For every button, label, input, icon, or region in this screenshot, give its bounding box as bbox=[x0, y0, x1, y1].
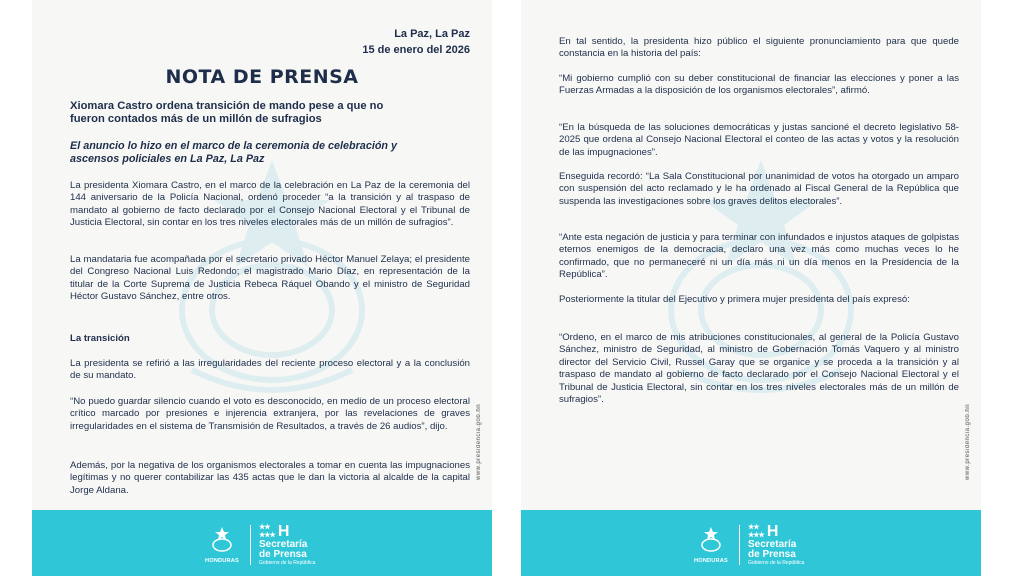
paragraph: “No puedo guardar silencio cuando el voto es desconocido, en medio de un proceso electoral crítico marcado por presiones e injerencia extranjera, por las revelaciones de graves irregularidades en el sistema de Transmisión de Resultados, a través de 26 audios”, dijo. bbox=[70, 396, 470, 432]
brand-letter: H bbox=[766, 522, 779, 540]
paragraph: “Ante esta negación de justicia y para terminar con infundados e injustos ataques de golpistas eternos enemigos de la democracia, declaro una vez más como muchas veces lo he confirmado, que no permaneceré ni un día más ni un día menos en la Presidencia de la República”. bbox=[559, 232, 959, 281]
brand-line-1: Secretaría bbox=[748, 538, 797, 550]
headline-line-1: Xiomara Castro ordena transición de mando pese a que no bbox=[70, 100, 384, 112]
paragraph: “En la búsqueda de las soluciones democráticas y justas sancioné el decreto legislativo 58-2025 que ordena al Consejo Nacional Electoral el conteo de las actas y votos y la resolución de las impugnaciones”. bbox=[559, 122, 959, 158]
paragraph: Además, por la negativa de los organismos electorales a tomar en cuenta las impugnaciones legítimas y no querer contabilizar las 435 actas que le dan la victoria al alcalde de la capital Jorge Aldana. bbox=[70, 460, 470, 496]
country-label: HONDURAS bbox=[205, 558, 239, 564]
website-url: www.presidencia.gob.hn bbox=[965, 403, 971, 480]
country-label: HONDURAS bbox=[694, 558, 728, 564]
press-release-page-1 bbox=[32, 0, 492, 576]
paragraph: “Ordeno, en el marco de mis atribuciones constitucionales, al general de la Policía Gustavo Sánchez, ministro de Seguridad, al ministro de Gobernación Tomás Vaquero y al ministro director del Servicio Civil, Russel Garay que se organice y se proceda a la transición y al traspaso de mandato al gobierno de facto declarado por el Consejo Nacional Electoral y el Tribunal de Justicia Electoral, sin contar en los tres niveles electorales más de un millón de sufragios”. bbox=[559, 332, 959, 406]
location-line: La Paz, La Paz bbox=[394, 28, 470, 40]
brand-line-3: Gobierno de la República bbox=[748, 559, 805, 566]
coat-of-arms-icon bbox=[211, 526, 233, 552]
footer-logos bbox=[691, 520, 804, 570]
date-line: 15 de enero del 2026 bbox=[362, 44, 470, 56]
footer-banner bbox=[521, 510, 981, 576]
honduras-emblem bbox=[202, 526, 242, 564]
brand-line-2: de Prensa bbox=[748, 548, 796, 560]
section-heading: La transición bbox=[70, 333, 130, 344]
subheadline bbox=[70, 140, 470, 166]
paragraph: Enseguida recordó: “La Sala Constitucional por unanimidad de votos ha otorgado un amparo con suspensión del acto reclamado y le ha ordenado al Fiscal General de la República que suspenda las investigaciones sobre los graves delitos electorales”. bbox=[559, 171, 959, 207]
divider bbox=[250, 525, 251, 565]
press-release-page-2 bbox=[521, 0, 981, 576]
secretaria-prensa-logo bbox=[748, 524, 804, 567]
honduras-emblem bbox=[691, 526, 731, 564]
subheadline-line-2: ascensos policiales en La Paz, La Paz bbox=[70, 153, 265, 165]
website-url: www.presidencia.gob.hn bbox=[476, 403, 482, 480]
paragraph: La presidenta Xiomara Castro, en el marco de la celebración en La Paz de la ceremonia del 144 aniversario de la Policía Nacional, ordenó proceder “a la transición y al traspaso de mandato al gobierno de facto declarado por el Consejo Nacional Electoral y el Tribunal de Justicia Electoral, sin contar en los tres niveles electorales más de un millón de sufragios”. bbox=[70, 180, 470, 229]
divider bbox=[739, 525, 740, 565]
headline bbox=[70, 100, 470, 126]
paragraph: La presidenta se refirió a las irregularidades del reciente proceso electoral y a la conclusión de su mandato. bbox=[70, 358, 470, 382]
stars-icon: ★★ ★★★ bbox=[259, 523, 275, 539]
footer-banner bbox=[32, 510, 492, 576]
paragraph: En tal sentido, la presidenta hizo público el siguiente pronunciamiento para que quede constancia en la historia del país: bbox=[559, 36, 959, 60]
paragraph: La mandataria fue acompañada por el secretario privado Héctor Manuel Zelaya; el presidente del Congreso Nacional Luis Redondo; el magistrado Mario Díaz, en representación de la titular de la Corte Suprema de Justicia Rebeca Ráquel Obando y el ministro de Seguridad Héctor Gustavo Sánchez, entre otros. bbox=[70, 254, 470, 303]
footer-logos bbox=[202, 520, 315, 570]
secretaria-prensa-logo bbox=[259, 524, 315, 567]
paragraph: Posteriormente la titular del Ejecutivo y primera mujer presidenta del país expresó: bbox=[559, 294, 910, 305]
brand-line-2: de Prensa bbox=[259, 548, 307, 560]
page-title: NOTA DE PRENSA bbox=[165, 66, 359, 88]
paragraph: “Mi gobierno cumplió con su deber constitucional de financiar las elecciones y poner a las Fuerzas Armadas a la disposición de los organismos electorales”, afirmó. bbox=[559, 73, 959, 97]
headline-line-2: fueron contados más de un millón de sufragios bbox=[70, 113, 322, 125]
subheadline-line-1: El anuncio lo hizo en el marco de la ceremonia de celebración y bbox=[70, 140, 398, 152]
brand-letter: H bbox=[277, 522, 290, 540]
stars-icon: ★★ ★★★ bbox=[748, 523, 764, 539]
brand-line-1: Secretaría bbox=[259, 538, 308, 550]
coat-of-arms-icon bbox=[700, 526, 722, 552]
brand-line-3: Gobierno de la República bbox=[259, 559, 316, 566]
